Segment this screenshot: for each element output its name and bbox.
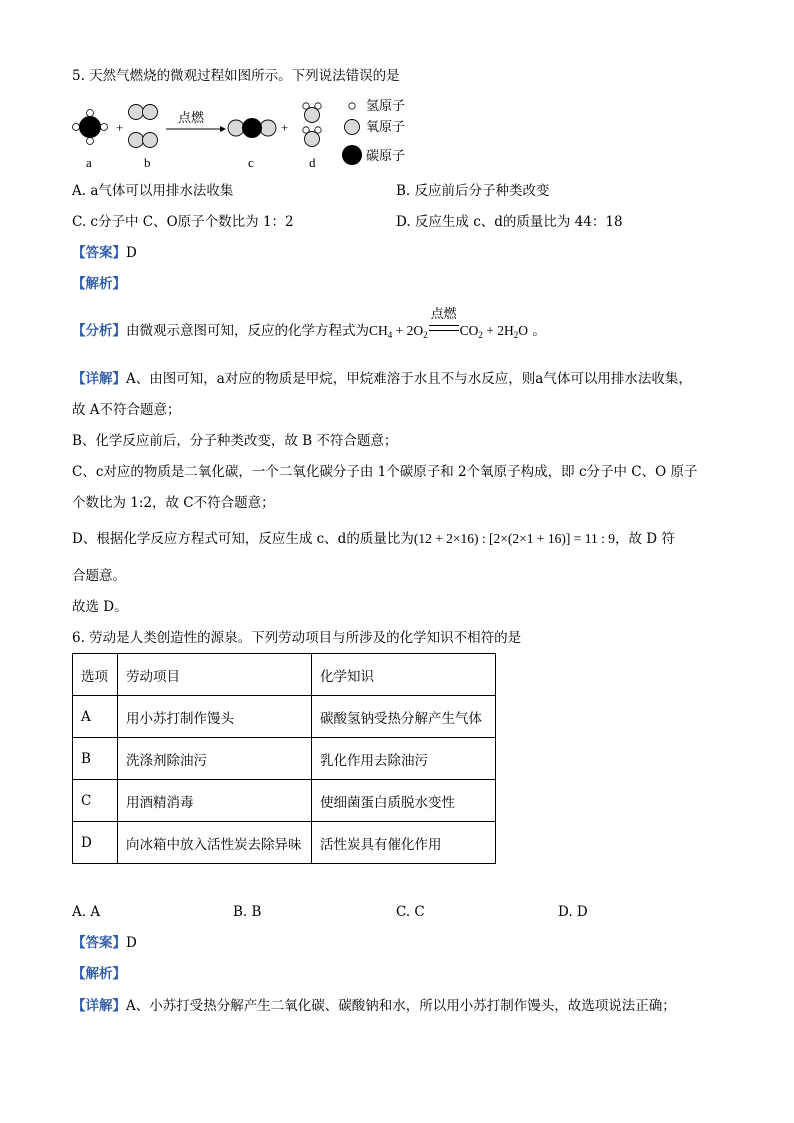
fenxi-tag: 【分析】: [72, 323, 126, 339]
q5-detail-a-2: 故 A不符合题意；: [72, 402, 181, 418]
q5-option-c: C. c分子中 C、O原子个数比为 1：2: [72, 214, 294, 230]
table-header-cell: 选项: [73, 654, 118, 696]
eq-ch4: CH: [369, 323, 388, 338]
q5-detail-b: B、化学反应前后，分子种类改变，故 B 不符合题意；: [72, 433, 398, 449]
table-cell: 洗涤剂除油污: [118, 738, 312, 780]
molecule-c-carbon-dioxide: [228, 118, 276, 138]
table-cell: 用小苏打制作馒头: [118, 696, 312, 738]
legend-carbon: 碳原子: [366, 149, 406, 164]
label-c: c: [248, 155, 254, 170]
eq-end: 。: [528, 323, 546, 339]
label-b: b: [144, 155, 151, 170]
eq-o: O: [518, 323, 529, 338]
table-cell: A: [73, 696, 118, 738]
table-header-row: [73, 654, 496, 696]
table-row: [73, 780, 496, 822]
legend-hydrogen-swatch: [349, 103, 355, 109]
table-cell: 使细菌蛋白质脱水变性: [312, 780, 496, 822]
table-header-cell: 劳动项目: [118, 654, 312, 696]
q5-detail-d-2: 合题意。: [72, 568, 126, 584]
reaction-arrow: [166, 126, 226, 132]
answer-tag: 【答案】: [72, 245, 126, 261]
q5-analysis-heading: [72, 274, 126, 294]
table-row: [73, 696, 496, 738]
legend-hydrogen: 氢原子: [366, 99, 406, 114]
chemical-equation: [369, 306, 529, 340]
detail-tag: 【详解】: [72, 998, 126, 1014]
legend-oxygen: 氧原子: [366, 120, 406, 135]
q6-stem: 6. 劳动是人类创造性的源泉。下列劳动项目与所涉及的化学知识不相符的是: [72, 630, 522, 646]
eq-condition-label: 点燃: [430, 306, 457, 321]
table-cell: 向冰箱中放入活性炭去除异味: [118, 822, 312, 864]
eq-o2: + 2O: [392, 323, 424, 338]
label-a: a: [86, 155, 92, 170]
q5-stem: 5. 天然气燃烧的微观过程如图所示。下列说法错误的是: [72, 68, 400, 84]
detail-d-suffix: ，故 D 符: [614, 531, 675, 547]
table-cell: C: [73, 780, 118, 822]
q6-option-d: D. D: [558, 904, 588, 920]
answer-value: D: [126, 245, 137, 261]
eq-ch4-sub: 4: [387, 330, 393, 340]
q6-option-a: A. A: [72, 904, 101, 920]
analysis-tag: 【解析】: [72, 276, 126, 292]
eq-o2-sub: 2: [423, 330, 428, 340]
q5-option-d: D. 反应生成 c、d的质量比为 44：18: [396, 214, 623, 230]
q5-option-b: B. 反应前后分子种类改变: [396, 183, 550, 199]
q6-analysis-heading: [72, 964, 126, 984]
eq-condition: [429, 306, 459, 341]
molecule-b-oxygen: [129, 105, 158, 148]
answer-tag: 【答案】: [72, 935, 126, 951]
molecule-a-methane: [73, 110, 108, 145]
legend: [342, 99, 405, 165]
q5-answer: [72, 243, 137, 263]
table-cell: 活性炭具有催化作用: [312, 822, 496, 864]
plus-sign: +: [116, 120, 124, 135]
detail-tag: 【详解】: [72, 371, 126, 387]
eq-h2: + 2H: [482, 323, 514, 338]
mass-ratio-formula: (12 + 2×16) : [2×(2×1 + 16)] = 11 : 9: [413, 531, 615, 546]
answer-value: D: [126, 935, 137, 951]
q5-detail-a-1: [72, 369, 692, 389]
detail-d-text: D、根据化学反应方程式可知，反应生成 c、d的质量比为: [72, 531, 414, 547]
table-cell: D: [73, 822, 118, 864]
eq-co2: CO: [459, 323, 479, 338]
label-d: d: [309, 155, 316, 170]
q5-detail-c-2: 个数比为 1:2，故 C不符合题意；: [72, 495, 275, 511]
eq-co2-sub: 2: [478, 330, 483, 340]
table-header-cell: 化学知识: [312, 654, 496, 696]
table-row: [73, 822, 496, 864]
q6-table: [72, 653, 496, 864]
analysis-tag: 【解析】: [72, 966, 126, 982]
detail-a-text: A、小苏打受热分解产生二氧化碳、碳酸钠和水，所以用小苏打制作馒头，故选项说法正确；: [126, 998, 676, 1014]
legend-oxygen-swatch: [345, 120, 360, 135]
q5-fenxi: [72, 306, 546, 345]
fenxi-text: 由微观示意图可知，反应的化学方程式为: [126, 323, 369, 339]
legend-carbon-swatch: [342, 145, 362, 165]
table-cell: 乳化作用去除油污: [312, 738, 496, 780]
condition-label: 点燃: [178, 111, 205, 126]
molecule-d-water: [303, 103, 321, 147]
q5-detail-c-1: C、c对应的物质是二氧化碳，一个二氧化碳分子由 1个碳原子和 2个氧原子构成，即 c分子中 C、O 原子: [72, 464, 698, 480]
table-row: [73, 738, 496, 780]
plus-sign: +: [281, 120, 289, 135]
q6-answer: [72, 933, 137, 953]
detail-a-text: A、由图可知，a对应的物质是甲烷，甲烷难溶于水且不与水反应，则a气体可以用排水法收集，: [126, 371, 692, 387]
q6-option-b: B. B: [233, 904, 262, 920]
table-cell: 碳酸氢钠受热分解产生气体: [312, 696, 496, 738]
eq-h2o-sub: 2: [513, 330, 519, 340]
q6-detail-a: [72, 996, 676, 1016]
table-cell: B: [73, 738, 118, 780]
table-cell: 用酒精消毒: [118, 780, 312, 822]
q5-option-a: A. a气体可以用排水法收集: [72, 183, 234, 199]
q5-detail-d-1: [72, 529, 675, 549]
reaction-diagram: [70, 95, 430, 175]
q5-conclusion: 故选 D。: [72, 599, 128, 615]
q6-option-c: C. C: [396, 904, 425, 920]
